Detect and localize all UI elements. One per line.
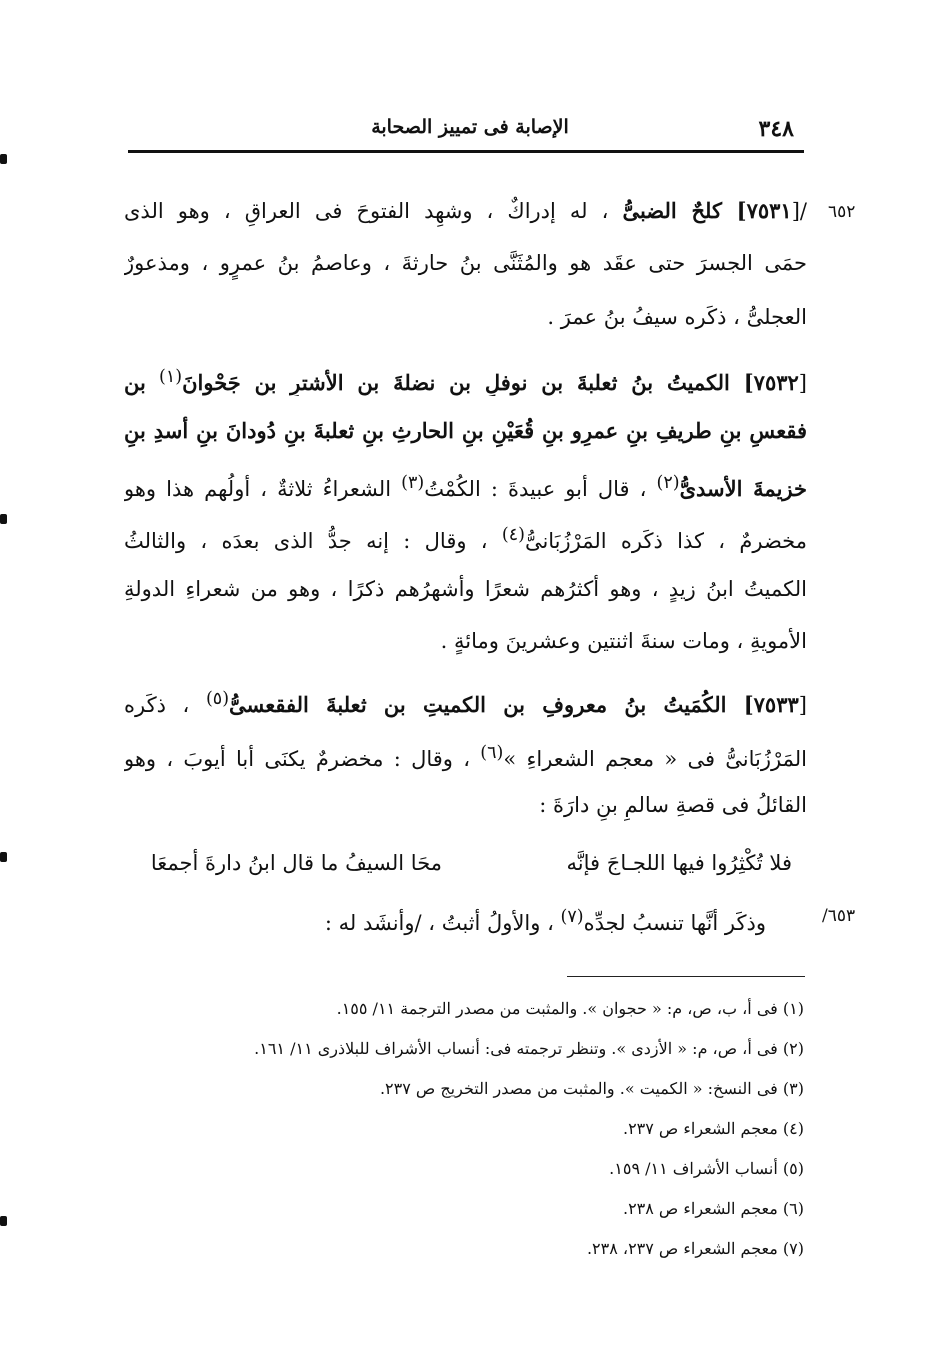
- footnote-ref: (١): [159, 367, 183, 387]
- footnote-7: (٧) معجم الشعراء ص ٢٣٧، ٢٣٨.: [586, 1239, 804, 1258]
- entry-marker: [: [798, 693, 807, 717]
- footnote-5: (٥) أنساب الأشراف ١١/ ١٥٩.: [609, 1159, 804, 1178]
- entry-heading-cont: فقعسِ بنِ طريفِ بنِ عمرِو بنِ قُعَيْنِ بنِ الحارثِ بنِ ثعلبةَ بنِ دُودانَ بنِ أسدِ بنِ: [124, 418, 807, 443]
- page-number: ٣٤٨: [758, 116, 794, 142]
- margin-ref-653: /٦٥٣: [822, 906, 856, 926]
- entry-text: وذكَر أنَّها تنسبُ لجدِّه: [583, 911, 766, 935]
- entry-7531-line-2: حمَى الجسرَ حتى عقَد هو والمُثَنَّى بنُ حارثةَ ، وعاصمُ بنُ عمرٍو ، ومذعورٌ: [124, 251, 807, 275]
- entry-7532-line-2: [124, 412, 807, 450]
- entry-text: المَرْزُبَانىُّ فى « معجمِ الشعراءِ »: [503, 747, 807, 771]
- margin-ref-652: ٦٥٢: [828, 202, 856, 222]
- entry-heading-end: بنِ: [124, 370, 146, 395]
- footnote-ref: (٦): [480, 743, 504, 763]
- footnote-ref: (٤): [501, 525, 525, 545]
- poem-hemistich-2: محَا السيفُ ما قال ابنُ دارةَ أجمعَا: [150, 851, 442, 875]
- footnote-ref: (٥): [205, 689, 230, 709]
- footnote-4: (٤) معجم الشعراء ص ٢٣٧.: [622, 1119, 804, 1138]
- entry-heading: ] الكميتُ بنُ ثعلبةَ بنِ نوفلِ بنِ نضلةَ بنِ الأشترِ بنِ جَحْوانَ: [182, 370, 754, 395]
- footnote-3: (٣) فى النسخ: « الكميت ». والمثبت من مصدر التخريج ص ٢٣٧.: [379, 1079, 804, 1098]
- footnote-rule: [567, 976, 805, 977]
- entry-7532-line-3: [124, 464, 807, 502]
- scan-mark: [0, 514, 7, 524]
- entry-text: الشعراءُ ثلاثةٌ ، أولُهم هذا وهو: [124, 477, 392, 501]
- entry-7533-line-1: [124, 680, 807, 718]
- header-rule: [128, 150, 804, 153]
- entry-7532-line-6: الأمويةِ ، ومات سنةَ اثنتين وعشرينَ ومائةٍ .: [440, 629, 807, 653]
- entry-text: ، وقال : إنه جدُّ الذى بعدَه ، والثالثُ: [124, 529, 488, 553]
- poem-hemistich-1: فلا تُكْثِرُوا فيها اللجـاجَ فإنَّه: [566, 851, 792, 875]
- footnote-ref: (٧): [560, 907, 584, 927]
- entry-7532-line-5: الكميتُ ابنُ زيدٍ ، وهو أكثرُهم شعرًا وأشهرُهم ذكرًا ، وهو من شعراءِ الدولةِ: [124, 577, 807, 601]
- footnote-1: (١) فى أ، ب، ص، م: « حجوان ». والمثبت من مصدر الترجمة ١١/ ١٥٥.: [336, 999, 804, 1018]
- entry-text: ، ذكَره: [124, 693, 190, 717]
- running-title: الإصابة فى تمييز الصحابة: [371, 116, 569, 138]
- footnote-ref: (٣): [401, 473, 425, 493]
- entry-text: ، وقال : مخضرمٌ يكنَى أبا أيوبَ ، وهو: [124, 747, 471, 771]
- entry-text: مخضرمٌ ، كذا ذكَره المَرْزُبَانىُّ: [524, 529, 807, 553]
- entry-7531-line-3: العجلىُّ ، ذكَره سيفُ بنُ عمرَ .: [547, 305, 807, 329]
- entry-number: ٧٥٣١: [746, 198, 792, 223]
- footnote-ref: (٢): [656, 473, 680, 493]
- entry-heading: ] الكُمَيتُ بنُ معروفِ بنِ الكميتِ بنِ ثعلبةَ الفقعسىُّ: [229, 692, 754, 717]
- entry-7531-line-1: [124, 192, 807, 230]
- entry-number: ٧٥٣٢: [753, 370, 799, 395]
- entry-text: ، له إدراكٌ ، وشهِد الفتوحَ فى العراقِ ، وهو الذى: [124, 199, 609, 223]
- entry-heading: ] كلحٌ الضبىُّ: [622, 198, 747, 223]
- entry-text: ، قال أبو عبيدةَ : الكُمْتُ: [424, 477, 647, 501]
- footnote-6: (٦) معجم الشعراء ص ٢٣٨.: [622, 1199, 804, 1218]
- entry-7533-line-3: القائلُ فى قصةِ سالمِ بنِ دارَةَ :: [539, 793, 807, 817]
- entry-number: ٧٥٣٣: [753, 692, 799, 717]
- entry-marker: [: [798, 371, 807, 395]
- entry-7532-line-4: [124, 516, 807, 554]
- entry-7532-line-1: [124, 358, 807, 396]
- after-poem-line: [244, 898, 766, 936]
- scan-mark: [0, 852, 7, 862]
- entry-marker: /[: [791, 199, 807, 223]
- entry-7533-line-2: [124, 734, 807, 772]
- scan-mark: [0, 154, 7, 164]
- entry-text: ، والأولُ أثبتُ ، /وأنشَد له :: [324, 911, 554, 935]
- footnote-2: (٢) فى أ، ص، م: « الأزدى ». وتنظر ترجمته فى: أنساب الأشراف للبلاذرى ١١/ ١٦١.: [254, 1039, 804, 1058]
- entry-heading-cont: خزيمةَ الأسدىُّ: [679, 476, 807, 501]
- scan-mark: [0, 1216, 7, 1226]
